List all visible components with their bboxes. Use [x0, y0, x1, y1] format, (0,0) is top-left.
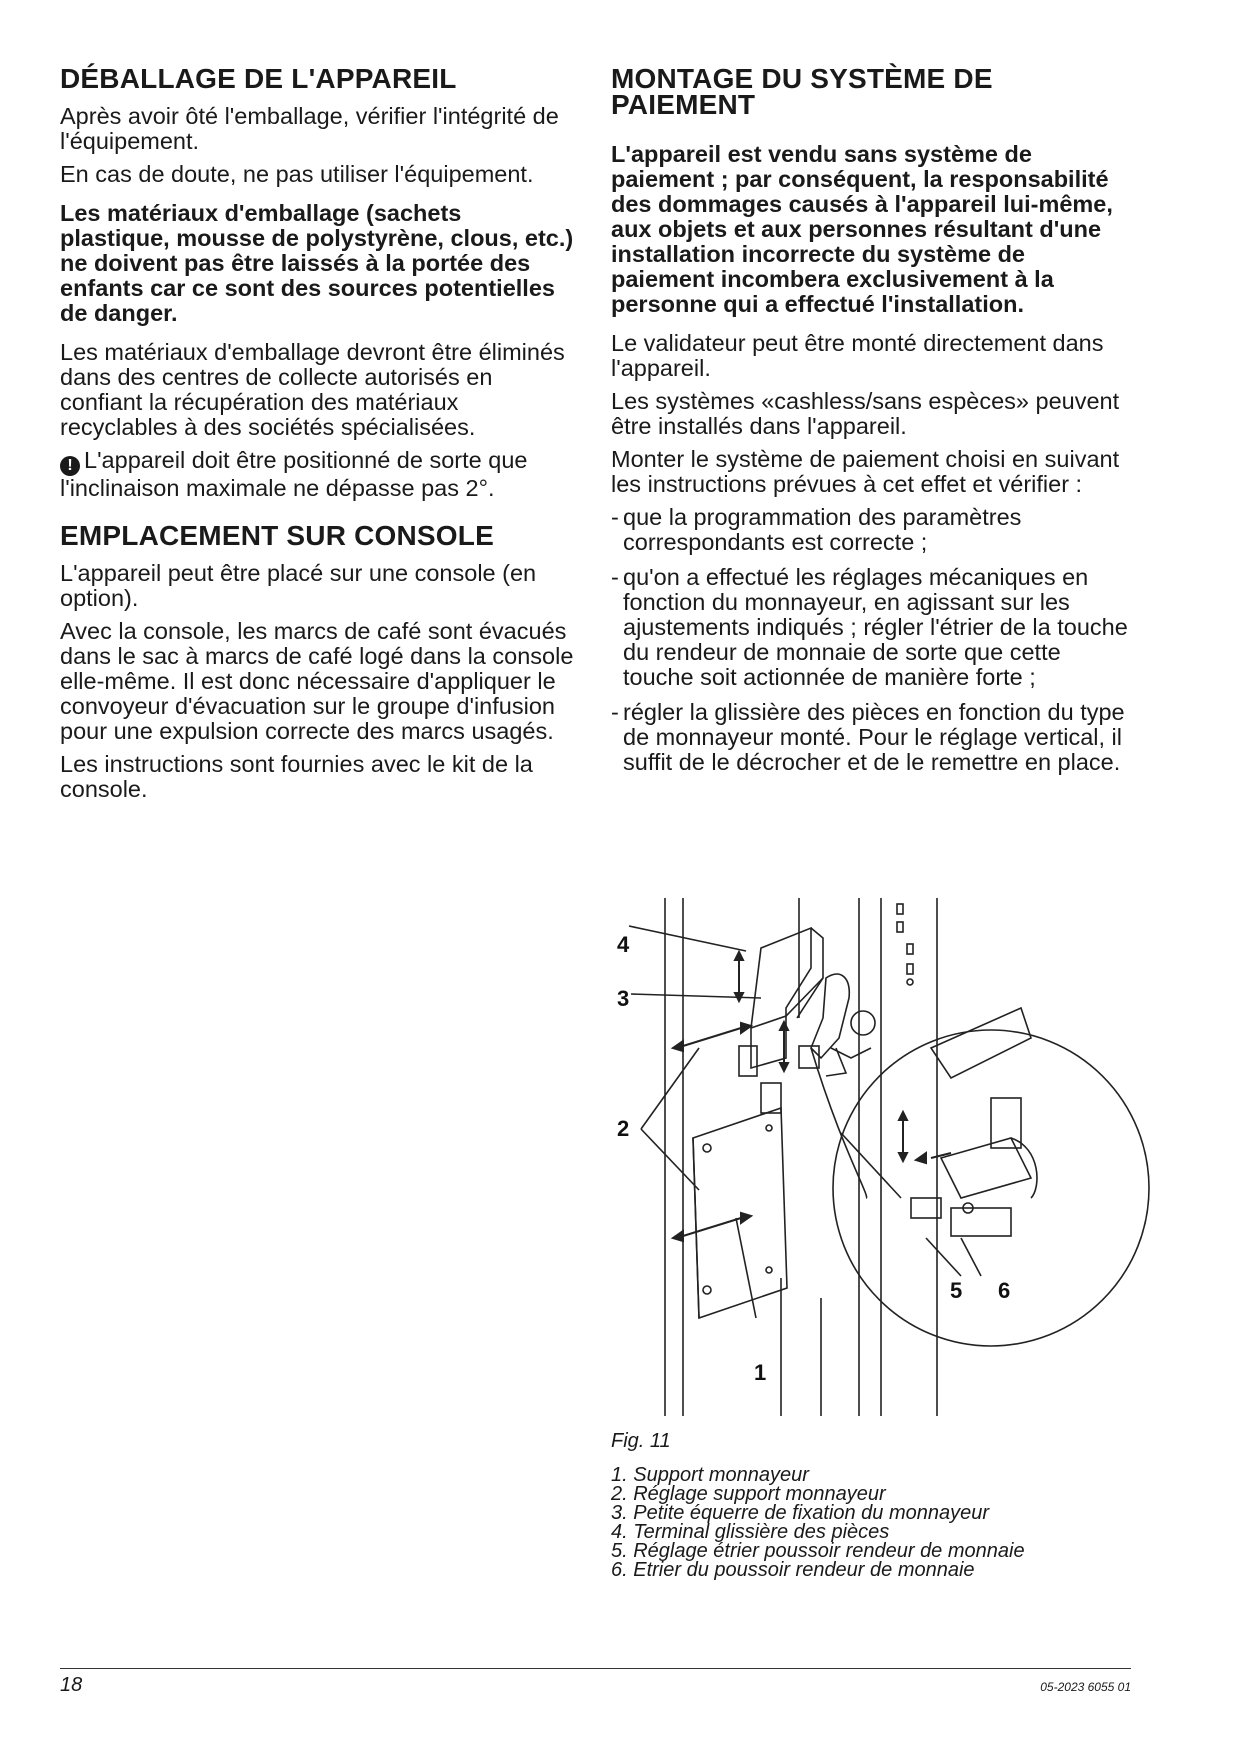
left-column	[60, 63, 575, 810]
paragraph: Le validateur peut être monté directement dans l'appareil.	[611, 330, 1104, 381]
footer-rule	[60, 1668, 1131, 1669]
legend-item: 5. Réglage étrier poussoir rendeur de monnaie	[611, 1540, 1025, 1562]
coin-mechanism-diagram	[611, 898, 1151, 1418]
paragraph: Avec la console, les marcs de café sont évacués dans le sac à marcs de café logé dans la console elle-même. Il est donc nécessaire d'appliquer le convoyeur d'évacuation sur le groupe d'infusion pour une expulsion correcte des marcs usagés.	[60, 618, 574, 744]
paragraph: Après avoir ôté l'emballage, vérifier l'intégrité de l'équipement.	[60, 103, 559, 154]
callout-6: 6	[998, 1278, 1011, 1303]
figure-caption: Fig. 11	[611, 1430, 671, 1452]
callout-4: 4	[617, 932, 630, 957]
figure-legend	[611, 1466, 1025, 1580]
section-title-paiement: MONTAGE DU SYSTÈME DE PAIEMENT	[611, 63, 993, 120]
legend-item: 6. Etrier du poussoir rendeur de monnaie	[611, 1559, 975, 1581]
legend-item: 1. Support monnayeur	[611, 1464, 809, 1486]
paragraph: Les systèmes «cashless/sans espèces» peuvent être installés dans l'appareil.	[611, 388, 1120, 439]
legend-item: 2. Réglage support monnayeur	[611, 1483, 886, 1505]
callout-2: 2	[617, 1116, 630, 1141]
paragraph: Les instructions sont fournies avec le kit de la console.	[60, 751, 533, 802]
list-item: - qu'on a effectué les réglages mécaniques en fonction du monnayeur, en agissant sur les ajustements indiqués ; régler l'étrier de la touche du rendeur de monnaie de sorte que cette touche soit actionnée de manière forte ;	[611, 564, 1128, 690]
section-title-console: EMPLACEMENT SUR CONSOLE	[60, 520, 494, 551]
legend-item: 4. Terminal glissière des pièces	[611, 1521, 890, 1543]
document-reference: 05-2023 6055 01	[1040, 1680, 1131, 1694]
section-title-deballage: DÉBALLAGE DE L'APPAREIL	[60, 63, 457, 94]
callout-3: 3	[617, 986, 630, 1011]
callout-5: 5	[950, 1278, 963, 1303]
check-list	[611, 505, 1131, 775]
paragraph: En cas de doute, ne pas utiliser l'équipement.	[60, 161, 534, 187]
callout-1: 1	[754, 1360, 767, 1385]
paragraph: L'appareil peut être placé sur une console (en option).	[60, 560, 537, 611]
list-item: - régler la glissière des pièces en fonction du type de monnayeur monté. Pour le réglage vertical, il suffit de le décrocher et de le remettre en place.	[611, 699, 1125, 775]
page-number: 18	[60, 1674, 83, 1696]
legend-item: 3. Petite équerre de fixation du monnayeur	[611, 1502, 990, 1524]
right-column	[611, 63, 1131, 785]
safety-warning-bold: Les matériaux d'emballage (sachets plastique, mousse de polystyrène, clous, etc.) ne doivent pas être laissés à la portée des enfants car ce sont des sources potentielles de danger.	[60, 200, 574, 326]
paragraph: Les matériaux d'emballage devront être éliminés dans des centres de collecte autorisés en confiant la récupération des matériaux recyclables à des sociétés spécialisées.	[60, 339, 565, 440]
warning-icon: !	[60, 456, 80, 476]
liability-warning-bold: L'appareil est vendu sans système de paiement ; par conséquent, la responsabilité des dommages causés à l'appareil lui-même, aux objets et aux personnes résultant d'une installation incorrecte du système de paiement incombera exclusivement à la personne qui a effectué l'installation.	[611, 141, 1113, 317]
list-item: - que la programmation des paramètres correspondants est correcte ;	[611, 504, 1022, 555]
paragraph: Monter le système de paiement choisi en suivant les instructions prévues à cet effet et vérifier :	[611, 446, 1120, 497]
inclination-warning: ! L'appareil doit être positionné de sorte que l'inclinaison maximale ne dépasse pas 2°.	[60, 447, 528, 501]
